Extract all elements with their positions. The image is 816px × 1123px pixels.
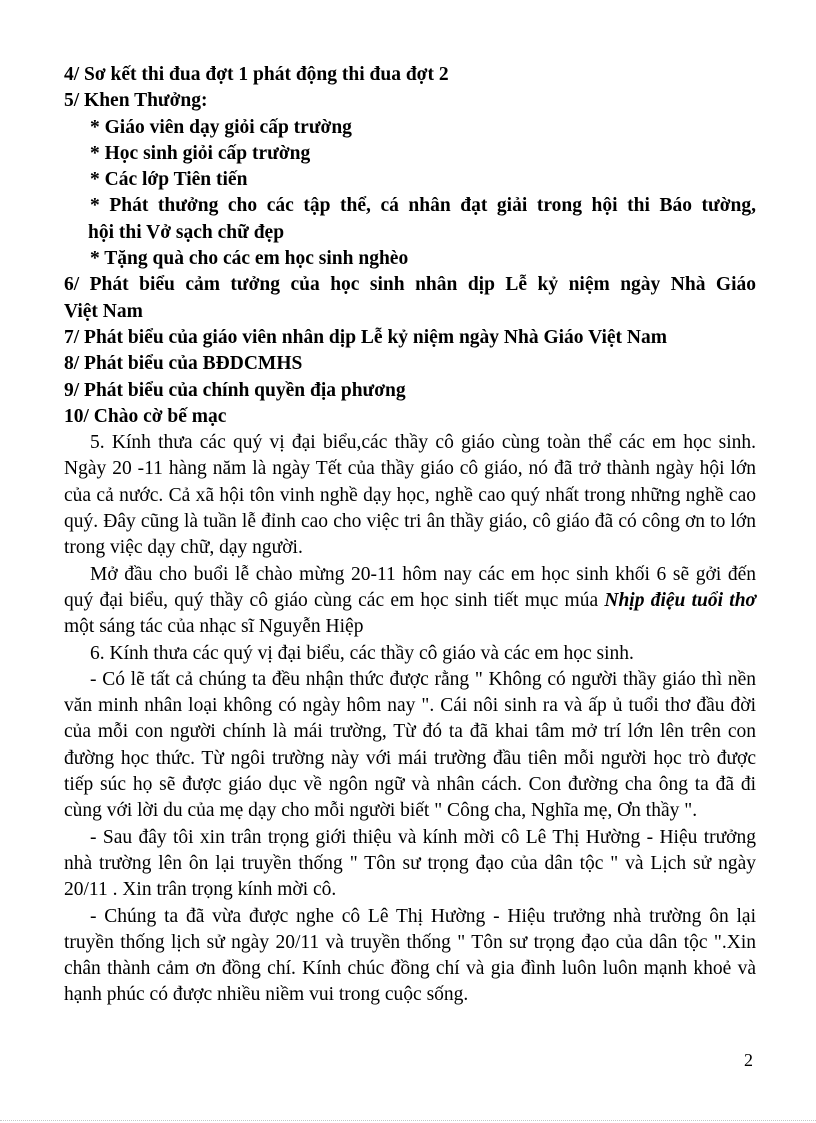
- paragraph-text: một sáng tác của nhạc sĩ Nguyễn Hiệp: [64, 616, 364, 638]
- agenda-subitem: * Tặng quà cho các em học sinh nghèo: [90, 248, 409, 270]
- agenda-subitem: * Giáo viên dạy giỏi cấp trường: [90, 116, 352, 138]
- page-number: 2: [744, 1050, 753, 1070]
- agenda-subitem: * Các lớp Tiên tiến: [90, 169, 248, 191]
- page-break-divider: [0, 1120, 816, 1121]
- speech-body: [64, 430, 756, 1009]
- paragraph: 6. Kính thưa các quý vị đại biểu, các thầy cô giáo và các em học sinh.: [90, 642, 634, 664]
- agenda-subitem: * Học sinh giỏi cấp trường: [90, 142, 311, 164]
- paragraph: - Có lẽ tất cả chúng ta đều nhận thức được rằng " Không có người thầy giáo thì nền văn minh nhân loại không có ngày hôm nay ". Cái nôi sinh ra và ấp ủ tuổi thơ đầu đời của mỗi con người chính là mái trường, Từ đó ta đã khai tâm mở trí lớn lên trên con đường học thức. Từ ngôi trường này với mái trường đầu tiên mỗi người học trò được tiếp súc họ sẽ được giáo dục về ngôn ngữ và nhân cách. Con đường cha ông ta đã đi cùng với lời du của mẹ dạy cho mỗi người biết " Công cha, Nghĩa mẹ, Ơn thầy ".: [64, 668, 756, 822]
- agenda-subitem: * Phát thưởng cho các tập thể, cá nhân đạt giải trong hội thi Báo tường,: [90, 195, 756, 217]
- paragraph: - Sau đây tôi xin trân trọng giới thiệu và kính mời cô Lê Thị Hường - Hiệu trưởng nhà trường lên ôn lại truyền thống " Tôn sư trọng đạo của dân tộc " và Lịch sử ngày 20/11 . Xin trân trọng kính mời cô.: [64, 826, 756, 901]
- document-page: [64, 62, 756, 1009]
- agenda-item-4: 4/ Sơ kết thi đua đợt 1 phát động thi đua đợt 2: [64, 64, 449, 85]
- paragraph: 5. Kính thưa các quý vị đại biểu,các thầy cô giáo cùng toàn thể các em học sinh. Ngày 20 -11 hàng năm là ngày Tết của thầy giáo cô giáo, nó đã trở thành ngày hội lớn của cả nước. Cả xã hội tôn vinh nghề dạy học, nghề cao quý nhất trong những nghề cao quý. Đây cũng là tuần lễ đỉnh cao cho việc tri ân thầy giáo, cô giáo đã có công ơn to lớn trong việc dạy chữ, dạy người.: [64, 432, 756, 559]
- agenda-subitem-continued: hội thi Vở sạch chữ đẹp: [88, 221, 285, 243]
- paragraph: - Chúng ta đã vừa được nghe cô Lê Thị Hường - Hiệu trưởng nhà trường ôn lại truyền thống lịch sử ngày 20/11 và truyền thống " Tôn sư trọng đạo của dân tộc ".Xin chân thành cảm ơn đồng chí. Kính chúc đồng chí và gia đình luôn luôn mạnh khoẻ và hạnh phúc có được nhiều niềm vui trong cuộc sống.: [64, 905, 756, 1006]
- paragraph-text: Mở đầu cho buổi lễ chào mừng 20-11 hôm nay các em học sinh khối 6 sẽ gởi đến quý đại biểu, quý thầy cô giáo cùng các em học sinh tiết mục múa: [64, 563, 756, 611]
- performance-title: Nhịp điệu tuổi thơ: [604, 589, 757, 611]
- agenda-item-9: 9/ Phát biểu của chính quyền địa phương: [64, 379, 406, 401]
- agenda-item-10: 10/ Chào cờ bế mạc: [64, 405, 227, 427]
- agenda-item-7: 7/ Phát biểu của giáo viên nhân dịp Lễ kỷ niệm ngày Nhà Giáo Việt Nam: [64, 326, 667, 348]
- paragraph: [64, 562, 756, 641]
- agenda-item-6: 6/ Phát biểu cảm tưởng của học sinh nhân dịp Lễ kỷ niệm ngày Nhà Giáo: [64, 274, 756, 296]
- agenda-item-5: 5/ Khen Thưởng:: [64, 90, 208, 112]
- agenda-item-8: 8/ Phát biểu của BĐDCMHS: [64, 353, 303, 375]
- agenda-item-6-continued: Việt Nam: [64, 300, 143, 322]
